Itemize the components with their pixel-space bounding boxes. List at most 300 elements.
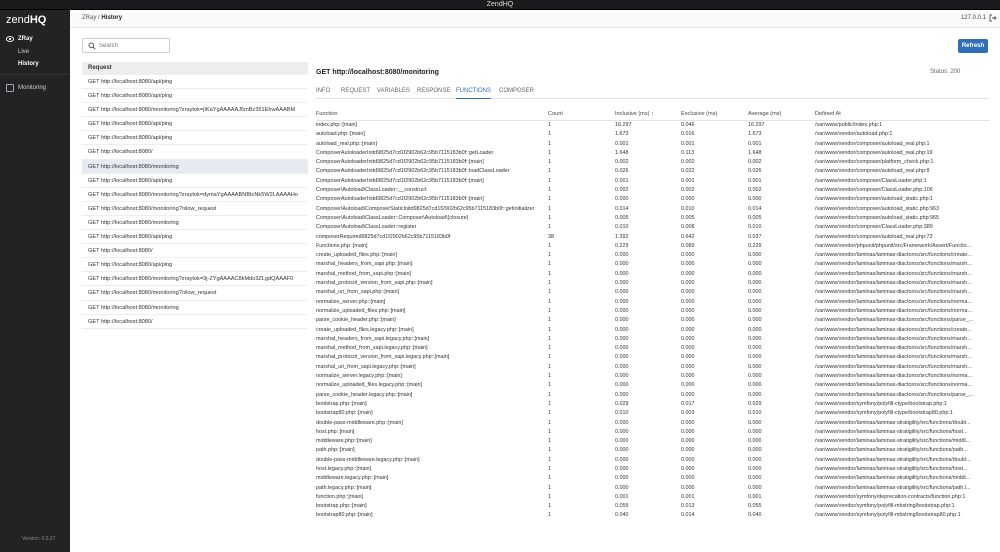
inclusive-cell: 0.000 (615, 447, 629, 454)
table-row[interactable] (316, 502, 990, 511)
table-row[interactable] (316, 186, 990, 195)
table-row[interactable] (316, 270, 990, 279)
function-cell: ComposerAutoloaderInitd9825d7cd1f2902b62c95b7115183b0f::[main] (316, 177, 484, 184)
defined-at-cell: /var/www/vendor/composer/ClassLoader.php:389 (815, 224, 933, 231)
exclusive-cell: 0.000 (681, 270, 695, 277)
function-cell: parse_cookie_header.legacy.php::[main] (316, 391, 413, 398)
exclusive-cell: 0.002 (681, 159, 695, 166)
refresh-button[interactable]: Refresh (958, 39, 988, 53)
function-cell: ComposerAutoloaderInitd9825d7cd1f2902b62c95b7115183b0f::[main] (316, 159, 484, 166)
average-cell: 0.000 (748, 280, 762, 287)
defined-at-cell: /var/www/vendor/laminas/laminas-diactoros/src/functions/create... (815, 252, 972, 259)
average-cell: 0.001 (748, 140, 762, 147)
version-label: Version: 0.0.27 (22, 536, 56, 542)
count-cell: 1 (548, 317, 551, 324)
defined-at-cell: /var/www/vendor/laminas/laminas-diactoros/src/functions/parse_... (815, 317, 974, 324)
defined-at-cell: /var/www/vendor/laminas/laminas-diactoros/src/functions/norma... (815, 373, 972, 380)
request-row[interactable]: GET http://localhost:8080/monitoring (82, 301, 308, 315)
count-cell: 1 (548, 382, 551, 389)
inclusive-cell: 0.000 (615, 391, 629, 398)
average-cell: 0.010 (748, 410, 762, 417)
table-row[interactable] (316, 493, 990, 502)
exclusive-cell: 0.000 (681, 289, 695, 296)
count-cell: 1 (548, 252, 551, 259)
table-row[interactable] (316, 242, 990, 251)
table-row[interactable] (316, 205, 990, 214)
defined-at-cell: /var/www/vendor/laminas/laminas-diactoros/src/functions/marsh... (815, 289, 972, 296)
function-cell: create_uploaded_files.legacy.php::[main] (316, 326, 414, 333)
inclusive-cell: 0.000 (615, 307, 629, 314)
sidebar-item-label: Monitoring (18, 85, 47, 91)
logout-icon[interactable] (989, 14, 997, 22)
exclusive-cell: 0.000 (681, 354, 695, 361)
count-cell: 1 (548, 214, 551, 221)
table-row[interactable] (316, 372, 990, 381)
column-header-average[interactable]: Average (ms) (748, 111, 782, 117)
column-header-exclusive[interactable]: Exclusive (ms) (681, 111, 718, 117)
table-row[interactable] (316, 446, 990, 455)
average-cell: 0.000 (748, 419, 762, 426)
count-cell: 1 (548, 456, 551, 463)
table-row[interactable] (316, 428, 990, 437)
request-row[interactable]: GET http://localhost:8080/api/ping (82, 75, 308, 89)
average-cell: 0.000 (748, 289, 762, 296)
defined-at-cell: /var/www/vendor/laminas/laminas-stratigility/src/functions/middl... (815, 438, 971, 445)
search-box[interactable] (82, 38, 170, 53)
exclusive-cell: 0.046 (681, 122, 695, 128)
table-row[interactable] (316, 177, 990, 186)
sidebar-item-live[interactable]: Live (18, 49, 30, 55)
exclusive-cell: 0.022 (681, 168, 695, 175)
table-row[interactable] (316, 353, 990, 362)
function-cell: bootstrap80.php::[main] (316, 410, 373, 417)
column-header-function[interactable]: Function (316, 111, 338, 117)
defined-at-cell: /var/www/vendor/laminas/laminas-diactoros/src/functions/marsh... (815, 345, 972, 352)
inclusive-cell: 0.040 (615, 512, 629, 519)
search-icon (88, 42, 96, 50)
column-header-inclusive-label: Inclusive (ms) (615, 111, 650, 117)
app-logo[interactable]: zendHQ (6, 14, 47, 26)
sidebar-section-label: ZRay (18, 36, 33, 42)
exclusive-cell: 0.089 (681, 242, 695, 249)
inclusive-cell: 0.000 (615, 373, 629, 380)
inclusive-cell: 0.000 (615, 298, 629, 305)
exclusive-cell: 0.001 (681, 177, 695, 184)
breadcrumb-parent[interactable]: ZRay (82, 15, 97, 21)
request-row[interactable]: GET http://localhost:8080/api/ping (82, 117, 308, 131)
request-row[interactable]: GET http://localhost:8080/ (82, 315, 308, 329)
defined-at-cell: /var/www/vendor/composer/autoload_real.php:1 (815, 140, 930, 147)
exclusive-cell: 0.001 (681, 140, 695, 147)
average-cell: 0.000 (748, 298, 762, 305)
count-cell: 1 (548, 447, 551, 454)
function-cell: marshal_method_from_sapi.php::[main] (316, 270, 411, 277)
function-cell: marshal_method_from_sapi.legacy.php::[main] (316, 345, 428, 352)
exclusive-cell: 0.000 (681, 335, 695, 342)
function-cell: ComposerAutoloaderInitd9825d7cd1f2902b62c95b7115183b0f::getLoader (316, 149, 494, 156)
count-cell: 1 (548, 484, 551, 491)
count-cell: 1 (548, 512, 551, 519)
defined-at-cell: /var/www/vendor/laminas/laminas-stratigility/src/functions/path... (815, 447, 968, 454)
tab-request[interactable]: REQUEST (341, 88, 371, 94)
average-cell: 0.000 (748, 465, 762, 472)
top-bar (70, 10, 1000, 28)
table-row[interactable] (316, 195, 990, 204)
inclusive-cell: 0.000 (615, 456, 629, 463)
inclusive-cell: 1.648 (615, 149, 629, 156)
average-cell: 0.000 (748, 438, 762, 445)
table-row[interactable] (316, 233, 990, 242)
table-row[interactable] (316, 419, 990, 428)
inclusive-cell: 0.000 (615, 317, 629, 324)
table-row[interactable] (316, 511, 990, 520)
count-cell: 1 (548, 280, 551, 287)
average-cell: 0.000 (748, 317, 762, 324)
inclusive-cell: 16.297 (615, 122, 632, 128)
eye-icon (6, 35, 14, 43)
inclusive-cell: 0.000 (615, 261, 629, 268)
table-row[interactable] (316, 335, 990, 344)
average-cell: 0.005 (748, 214, 762, 221)
function-cell: create_uploaded_files.php::[main] (316, 252, 397, 259)
function-cell: marshal_uri_from_sapi.legacy.php::[main] (316, 363, 416, 370)
request-row[interactable]: GET http://localhost:8080/monitoring?/slow_request (82, 286, 308, 300)
request-row[interactable]: GET http://localhost:8080/api/ping (82, 131, 308, 145)
exclusive-cell: 0.000 (681, 363, 695, 370)
table-row[interactable] (316, 121, 990, 130)
function-cell: double-pass-middleware.php::[main] (316, 419, 403, 426)
inclusive-cell: 0.001 (615, 140, 629, 147)
defined-at-cell: /var/www/vendor/autoload.php:1 (815, 131, 893, 138)
function-cell: path.legacy.php::[main] (316, 484, 372, 491)
function-cell: marshal_headers_from_sapi.legacy.php::[main] (316, 335, 430, 342)
function-cell: middleware.legacy.php::[main] (316, 475, 389, 482)
table-row[interactable] (316, 288, 990, 297)
status-label: Status: 200 (930, 69, 961, 75)
average-cell: 0.000 (748, 252, 762, 259)
tab-variables[interactable]: VARIABLES (377, 88, 410, 94)
count-cell: 1 (548, 354, 551, 361)
inclusive-cell: 0.000 (615, 289, 629, 296)
count-cell: 1 (548, 428, 551, 435)
sort-ascending-icon: ↑ (651, 111, 654, 117)
exclusive-cell: 0.000 (681, 326, 695, 333)
exclusive-cell: 0.013 (681, 503, 695, 510)
table-row[interactable] (316, 214, 990, 223)
inclusive-cell: 0.000 (615, 428, 629, 435)
request-row[interactable]: GET http://localhost:8080/ (82, 244, 308, 258)
table-row[interactable] (316, 363, 990, 372)
count-cell: 1 (548, 270, 551, 277)
table-row[interactable] (316, 158, 990, 167)
exclusive-cell: 0.000 (681, 484, 695, 491)
inclusive-cell: 0.000 (615, 280, 629, 287)
function-cell: bootstrap.php::[main] (316, 400, 367, 407)
defined-at-cell: /var/www/public/index.php:1 (815, 122, 883, 128)
defined-at-cell: /var/www/vendor/composer/ClassLoader.php:1 (815, 177, 927, 184)
defined-at-cell: /var/www/vendor/laminas/laminas-stratigility/src/functions/host... (815, 428, 968, 435)
count-cell: 1 (548, 503, 551, 510)
sidebar-section-zray[interactable] (0, 32, 70, 46)
table-row[interactable] (316, 484, 990, 493)
table-row[interactable] (316, 140, 990, 149)
count-cell: 1 (548, 373, 551, 380)
inclusive-cell: 0.026 (615, 168, 629, 175)
function-cell: autoload_real.php::[main] (316, 140, 377, 147)
tab-composer[interactable]: COMPOSER (499, 88, 535, 94)
request-row[interactable]: GET http://localhost:8080/api/ping (82, 89, 308, 103)
tab-functions[interactable]: FUNCTIONS (456, 88, 491, 99)
average-cell: 0.000 (748, 345, 762, 352)
average-cell: 0.000 (748, 335, 762, 342)
function-cell: autoload.php::[main] (316, 131, 365, 138)
exclusive-cell: 0.014 (681, 512, 695, 519)
count-cell: 1 (548, 131, 551, 138)
defined-at-cell: /var/www/vendor/laminas/laminas-diactoros/src/functions/marsh... (815, 335, 972, 342)
defined-at-cell: /var/www/vendor/laminas/laminas-diactoros/src/functions/norma... (815, 307, 972, 314)
count-cell: 1 (548, 205, 551, 212)
monitor-icon (6, 84, 14, 92)
defined-at-cell: /var/www/vendor/laminas/laminas-stratigility/src/functions/host... (815, 465, 968, 472)
function-cell: ComposerAutoloaderInitd9825d7cd1f2902b62c95b7115183b0f::[main] (316, 196, 484, 203)
table-row[interactable] (316, 391, 990, 400)
exclusive-cell: 0.000 (681, 428, 695, 435)
defined-at-cell: /var/www/vendor/composer/autoload_real.php:73 (815, 233, 933, 240)
function-cell: bootstrap80.php::[main] (316, 512, 373, 519)
sidebar-item-history[interactable]: History (18, 61, 39, 67)
table-row[interactable] (316, 316, 990, 325)
exclusive-cell: 0.000 (681, 345, 695, 352)
exclusive-cell: 0.000 (681, 298, 695, 305)
inclusive-cell: 0.000 (615, 438, 629, 445)
average-cell: 0.000 (748, 307, 762, 314)
table-row[interactable] (316, 251, 990, 260)
inclusive-cell: 0.010 (615, 410, 629, 417)
average-cell: 0.001 (748, 177, 762, 184)
inclusive-cell: 0.000 (615, 345, 629, 352)
function-cell: normalize_server.legacy.php::[main] (316, 373, 402, 380)
count-cell: 1 (548, 122, 551, 128)
column-header-defined-at[interactable]: Defined At (815, 111, 841, 117)
inclusive-cell: 0.000 (615, 363, 629, 370)
table-row[interactable] (316, 474, 990, 483)
count-cell: 1 (548, 242, 551, 249)
count-cell: 1 (548, 465, 551, 472)
count-cell: 1 (548, 345, 551, 352)
sidebar-item-monitoring[interactable] (0, 79, 70, 97)
count-cell: 1 (548, 363, 551, 370)
table-row[interactable] (316, 409, 990, 418)
average-cell: 0.002 (748, 159, 762, 166)
request-list-header: Request (82, 62, 308, 75)
request-row[interactable]: GET http://localhost:8080/monitoring?zraytok=jIKaYgAAAAAJ5mBz351EhwAAABM (82, 103, 308, 117)
exclusive-cell: 0.000 (681, 373, 695, 380)
defined-at-cell: /var/www/vendor/laminas/laminas-diactoros/src/functions/parse_... (815, 391, 974, 398)
count-cell: 1 (548, 224, 551, 231)
request-detail-title: GET http://localhost:8080/monitoring (316, 69, 439, 76)
inclusive-cell: 0.014 (615, 205, 629, 212)
table-row[interactable] (316, 167, 990, 176)
count-cell: 1 (548, 140, 551, 147)
table-row[interactable] (316, 279, 990, 288)
function-cell: host.php::[main] (316, 428, 355, 435)
count-cell: 1 (548, 298, 551, 305)
column-header-count[interactable]: Count (548, 111, 563, 117)
exclusive-cell: 0.000 (681, 382, 695, 389)
inclusive-cell: 0.000 (615, 484, 629, 491)
inclusive-cell: 1.673 (615, 131, 629, 138)
average-cell: 0.000 (748, 270, 762, 277)
function-cell: bootstrap.php::[main] (316, 503, 367, 510)
average-cell: 0.000 (748, 447, 762, 454)
table-row[interactable] (316, 260, 990, 269)
average-cell: 0.055 (748, 503, 762, 510)
defined-at-cell: /var/www/vendor/symfony/polyfill-mbstring/bootstrap80.php:1 (815, 512, 961, 519)
table-row[interactable] (316, 149, 990, 158)
exclusive-cell: 0.000 (681, 280, 695, 287)
exclusive-cell: 0.000 (681, 438, 695, 445)
exclusive-cell: 0.000 (681, 391, 695, 398)
count-cell: 38 (548, 233, 554, 240)
count-cell: 1 (548, 400, 551, 407)
defined-at-cell: /var/www/vendor/laminas/laminas-diactoros/src/functions/marsh... (815, 280, 972, 287)
request-row[interactable]: GET http://localhost:8080/monitoring (82, 160, 308, 174)
average-cell: 0.014 (748, 205, 762, 212)
exclusive-cell: 0.000 (681, 317, 695, 324)
search-input[interactable] (99, 40, 167, 51)
inclusive-cell: 0.010 (615, 224, 629, 231)
count-cell: 1 (548, 196, 551, 203)
defined-at-cell: /var/www/vendor/laminas/laminas-diactoros/src/functions/marsh... (815, 261, 972, 268)
function-cell: middleware.php::[main] (316, 438, 372, 445)
inclusive-cell: 0.000 (615, 326, 629, 333)
function-cell: Composer\Autoload\ComposerStaticInitd9825d7cd1f2902b62c95b7115183b0f::getInitializer (316, 205, 535, 212)
count-cell: 1 (548, 419, 551, 426)
table-row[interactable] (316, 381, 990, 390)
inclusive-cell: 0.029 (615, 400, 629, 407)
count-cell: 1 (548, 149, 551, 156)
table-row[interactable] (316, 437, 990, 446)
average-cell: 1.648 (748, 149, 762, 156)
defined-at-cell: /var/www/vendor/symfony/polyfill-ctype/bootstrap.php:1 (815, 400, 947, 407)
breadcrumb: ZRay / History (82, 15, 123, 21)
exclusive-cell: 0.016 (681, 131, 695, 138)
function-cell: Composer\Autoload\ClassLoader::__construct (316, 187, 427, 194)
nav-group-zray (0, 32, 70, 75)
request-row[interactable]: GET http://localhost:8080/api/ping (82, 258, 308, 272)
exclusive-cell: 0.000 (681, 261, 695, 268)
count-cell: 1 (548, 289, 551, 296)
table-row[interactable] (316, 456, 990, 465)
inclusive-cell: 0.000 (615, 465, 629, 472)
count-cell: 1 (548, 326, 551, 333)
count-cell: 1 (548, 159, 551, 166)
defined-at-cell: /var/www/vendor/laminas/laminas-stratigility/src/functions/doubl... (815, 456, 971, 463)
average-cell: 0.040 (748, 512, 762, 519)
defined-at-cell: /var/www/vendor/phpunit/phpunit/src/Framework/Assert/Functio... (815, 242, 972, 249)
exclusive-cell: 0.000 (681, 456, 695, 463)
tab-info[interactable]: INFO (316, 88, 331, 94)
inclusive-cell: 0.000 (615, 252, 629, 259)
exclusive-cell: 0.000 (681, 419, 695, 426)
table-row[interactable] (316, 465, 990, 474)
exclusive-cell: 0.008 (681, 224, 695, 231)
column-header-inclusive[interactable] (615, 111, 675, 117)
table-row[interactable] (316, 326, 990, 335)
functions-table (316, 109, 990, 521)
request-row[interactable]: GET http://localhost:8080/monitoring?zraytok=dymaYgAAAABNBtcNk5W2LAAAAHo (82, 188, 308, 202)
defined-at-cell: /var/www/vendor/composer/autoload_static.php:965 (815, 214, 940, 221)
function-cell: normalize_uploaded_files.php::[main] (316, 307, 406, 314)
request-row[interactable]: GET http://localhost:8080/api/ping (82, 230, 308, 244)
count-cell: 1 (548, 410, 551, 417)
function-cell: marshal_protocol_version_from_sapi.legacy.php::[main] (316, 354, 450, 361)
exclusive-cell: 0.113 (681, 149, 695, 156)
table-row[interactable] (316, 223, 990, 232)
average-cell: 0.000 (748, 196, 762, 203)
function-cell: composerRequired9825d7cd1f2902b62c95b7115183b0f (316, 233, 451, 240)
defined-at-cell: /var/www/vendor/composer/autoload_real.php:9 (815, 168, 930, 175)
request-row[interactable]: GET http://localhost:8080/ (82, 145, 308, 159)
average-cell: 0.000 (748, 391, 762, 398)
defined-at-cell: /var/www/vendor/composer/ClassLoader.php:106 (815, 187, 933, 194)
exclusive-cell: 0.010 (681, 205, 695, 212)
defined-at-cell: /var/www/vendor/laminas/laminas-stratigility/src/functions/path.l... (815, 484, 971, 491)
inclusive-cell: 0.055 (615, 503, 629, 510)
function-cell: double-pass-middleware.legacy.php::[main] (316, 456, 420, 463)
average-cell: 0.010 (748, 224, 762, 231)
detail-tabs (316, 84, 990, 99)
function-cell: parse_cookie_header.php::[main] (316, 317, 396, 324)
request-row[interactable]: GET http://localhost:8080/monitoring (82, 216, 308, 230)
count-cell: 1 (548, 391, 551, 398)
count-cell: 1 (548, 438, 551, 445)
exclusive-cell: 0.002 (681, 187, 695, 194)
inclusive-cell: 0.002 (615, 187, 629, 194)
defined-at-cell: /var/www/vendor/laminas/laminas-diactoros/src/functions/marsh... (815, 270, 972, 277)
request-row[interactable]: GET http://localhost:8080/monitoring?zraytok=9j-ZYgAAAAC8kMdo3ZLgdQAAAF0 (82, 272, 308, 286)
tab-response[interactable]: RESPONSE (417, 88, 451, 94)
defined-at-cell: /var/www/vendor/symfony/polyfill-ctype/bootstrap80.php:1 (815, 410, 953, 417)
count-cell: 1 (548, 307, 551, 314)
function-cell: function.php::[main] (316, 493, 364, 500)
table-row[interactable] (316, 298, 990, 307)
window-titlebar: ZendHQ (0, 0, 1000, 10)
function-cell: path.php::[main] (316, 447, 355, 454)
exclusive-cell: 0.000 (681, 307, 695, 314)
defined-at-cell: /var/www/vendor/composer/autoload_real.php:19 (815, 149, 933, 156)
function-cell: normalize_server.php::[main] (316, 298, 386, 305)
breadcrumb-current: History (101, 15, 123, 21)
average-cell: 0.000 (748, 428, 762, 435)
inclusive-cell: 0.002 (615, 159, 629, 166)
defined-at-cell: /var/www/vendor/laminas/laminas-diactoros/src/functions/marsh... (815, 363, 972, 370)
count-cell: 1 (548, 475, 551, 482)
defined-at-cell: /var/www/vendor/laminas/laminas-diactoros/src/functions/norma... (815, 298, 972, 305)
function-cell: host.legacy.php::[main] (316, 465, 372, 472)
request-row[interactable]: GET http://localhost:8080/monitoring?/slow_request (82, 202, 308, 216)
table-row[interactable] (316, 307, 990, 316)
count-cell: 1 (548, 261, 551, 268)
function-cell: marshal_uri_from_sapi.php::[main] (316, 289, 399, 296)
function-cell: Composer\Autoload\ClassLoader::Composer\Autoload\{closure} (316, 214, 469, 221)
table-row[interactable] (316, 344, 990, 353)
request-row[interactable]: GET http://localhost:8080/api/ping (82, 174, 308, 188)
table-row[interactable] (316, 130, 990, 139)
table-row[interactable] (316, 400, 990, 409)
average-cell: 0.229 (748, 242, 762, 249)
count-cell: 1 (548, 187, 551, 194)
